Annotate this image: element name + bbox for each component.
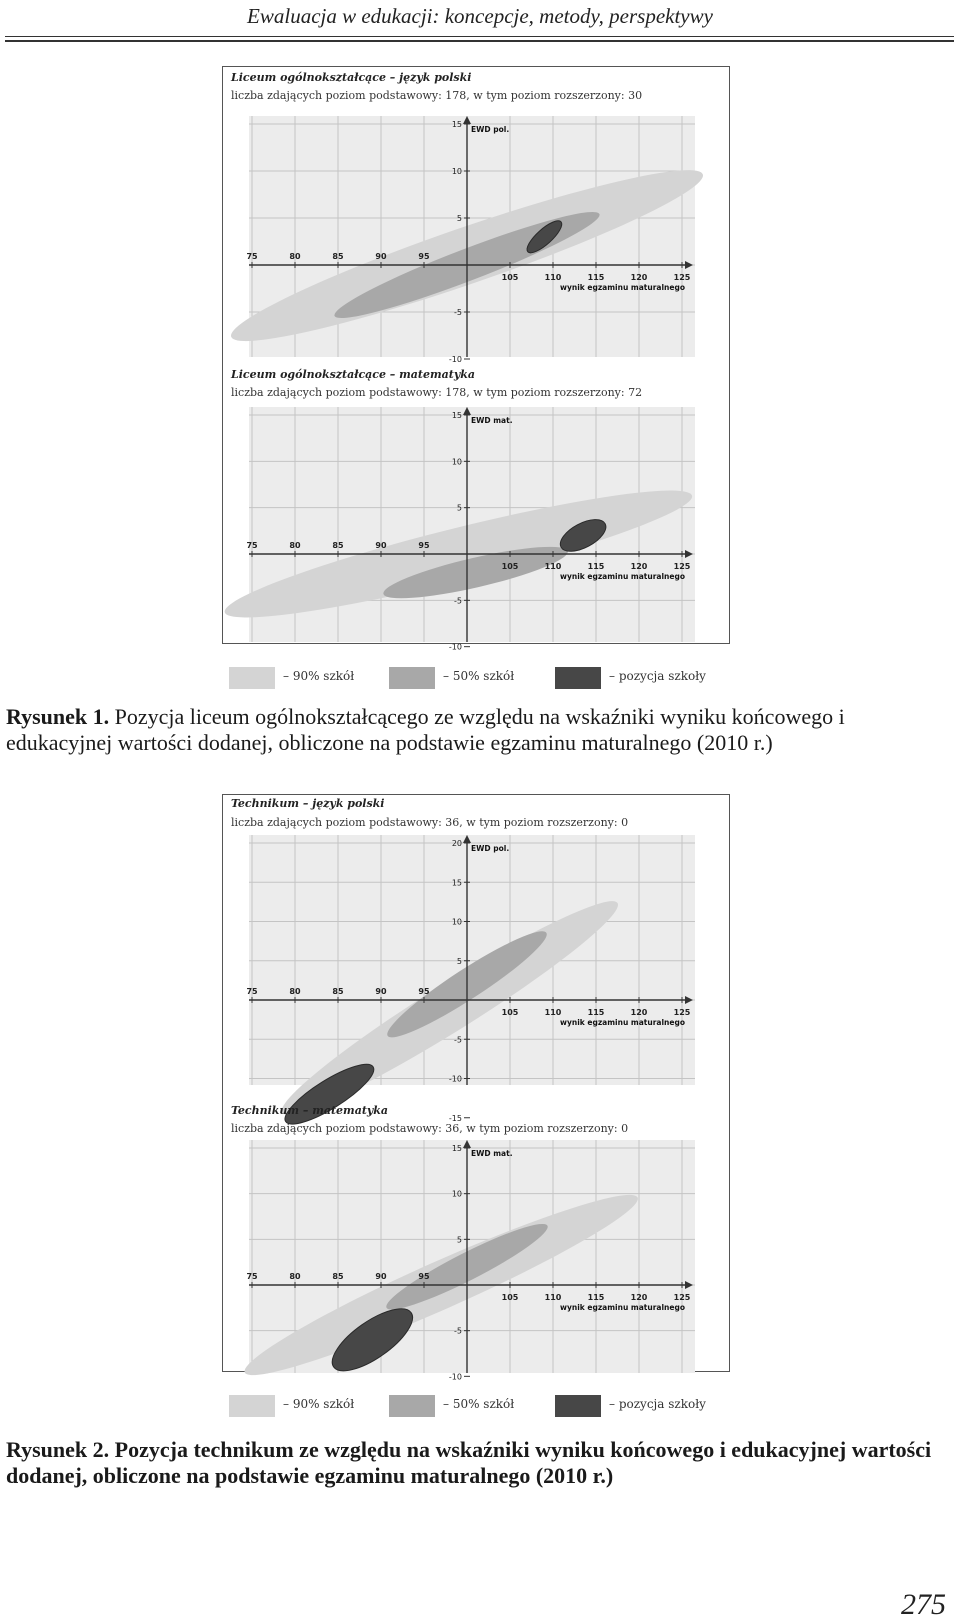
panel-subtitle: liczba zdających poziom podstawowy: 178, w tym poziom rozszerzony: 72 [231,386,643,399]
x-tick-label: 85 [332,1272,344,1281]
panel-subtitle: liczba zdających poziom podstawowy: 36, w tym poziom rozszerzony: 0 [231,816,629,829]
y-tick-label: -10 [448,1074,462,1084]
chart-svg [246,116,695,364]
y-tick-label: 15 [451,878,462,888]
legend-label: – 50% szkół [443,1397,515,1411]
x-tick-label: 125 [673,273,691,282]
y-tick-label: -10 [448,1372,462,1382]
x-tick-label: 80 [289,541,301,550]
y-tick-label: 10 [451,457,462,467]
y-axis-label: EWD pol. [471,125,510,134]
ewd-chart [246,407,695,652]
figure-2-caption [6,1437,950,1489]
caption-label: Rysunek 2. [6,1437,110,1462]
y-tick-label: 15 [451,120,462,129]
y-tick-label: -5 [454,308,462,317]
legend-swatch-school [555,1395,601,1417]
y-tick-label: 5 [456,214,462,223]
x-tick-label: 90 [375,541,387,550]
x-tick-label: 90 [375,987,387,996]
x-tick-label: 115 [587,1008,605,1017]
y-tick-label: 15 [451,1144,462,1153]
y-tick-label: 5 [456,956,462,966]
figure-1-image [222,66,730,652]
x-tick-label: 80 [289,252,301,261]
y-tick-label: -10 [448,355,462,364]
x-tick-label: 125 [673,1293,691,1302]
panel-title: Technikum – matematyka [231,1104,389,1117]
y-tick-label: 10 [451,167,462,176]
legend-label: – 90% szkół [283,669,355,683]
x-tick-label: 80 [289,1272,301,1281]
y-tick-label: -5 [454,1326,462,1336]
y-tick-label: 5 [456,1235,462,1245]
y-tick-label: 20 [451,839,462,848]
x-tick-label: 115 [587,562,605,571]
caption-text: Pozycja technikum ze względu na wskaźniki wyniku końcowego i edukacyjnej wartości dodanej, obliczone na podstawie egzaminu maturalnego (2010 r.) [6,1437,932,1488]
legend-label: – 90% szkół [283,1397,355,1411]
x-tick-label: 95 [418,1272,430,1281]
y-tick-label: 10 [451,917,462,927]
figure-2-legend [229,1394,729,1418]
x-tick-label: 115 [587,1293,605,1302]
legend-label: – pozycja szkoły [609,669,706,683]
caption-text: Pozycja liceum ogólnokształcącego ze względu na wskaźniki wyniku końcowego i edukacyjnej wartości dodanej, obliczone na podstawie egzaminu maturalnego (2010 r.) [6,704,845,755]
chart-svg [246,1140,695,1382]
legend-swatch-school [555,667,601,689]
x-tick-label: 110 [544,562,562,571]
x-axis-label: wynik egzaminu maturalnego [560,1018,685,1027]
x-tick-label: 75 [246,987,258,996]
x-tick-label: 125 [673,1008,691,1017]
x-tick-label: 85 [332,252,344,261]
x-tick-label: 85 [332,541,344,550]
legend-label: – 50% szkół [443,669,515,683]
x-tick-label: 105 [501,1008,519,1017]
x-tick-label: 105 [501,1293,519,1302]
ewd-chart [246,1140,695,1382]
panel-title: Liceum ogólnokształcące – język polski [231,71,472,84]
panel-title: Liceum ogólnokształcące – matematyka [231,368,475,381]
x-tick-label: 105 [501,273,519,282]
y-axis-label: EWD mat. [471,1149,513,1158]
y-tick-label: 10 [451,1189,462,1199]
y-tick-label: -5 [454,596,462,606]
figure-1-panel-math [223,362,729,652]
x-axis-label: wynik egzaminu maturalnego [560,283,685,292]
x-axis-label: wynik egzaminu maturalnego [560,572,685,581]
ewd-chart [246,116,695,364]
x-tick-label: 125 [673,562,691,571]
x-tick-label: 85 [332,987,344,996]
legend-label: – pozycja szkoły [609,1397,706,1411]
x-axis-label: wynik egzaminu maturalnego [560,1303,685,1312]
x-tick-label: 105 [501,562,519,571]
figure-1-panel-polish [223,67,729,362]
panel-subtitle: liczba zdających poziom podstawowy: 178, w tym poziom rozszerzony: 30 [231,89,643,102]
y-tick-label: -10 [448,642,462,652]
chart-svg [246,407,695,652]
figure-2-image [222,794,730,1382]
x-tick-label: 90 [375,252,387,261]
x-tick-label: 120 [630,1293,648,1302]
header-rule [5,40,954,42]
y-axis-label: EWD mat. [471,416,513,425]
y-tick-label: -15 [448,1113,462,1123]
caption-label: Rysunek 1. [6,704,110,729]
x-tick-label: 115 [587,273,605,282]
x-tick-label: 90 [375,1272,387,1281]
y-tick-label: 15 [451,411,462,420]
figure-1-caption [6,704,950,756]
panel-subtitle: liczba zdających poziom podstawowy: 36, w tym poziom rozszerzony: 0 [231,1122,629,1135]
y-tick-label: 5 [456,503,462,513]
x-tick-label: 110 [544,273,562,282]
x-tick-label: 95 [418,252,430,261]
page-number: 275 [901,1588,946,1621]
x-tick-label: 80 [289,987,301,996]
x-tick-label: 110 [544,1293,562,1302]
legend-swatch-50 [389,1395,435,1417]
legend-swatch-90 [229,1395,275,1417]
figure-1-legend [229,666,729,690]
x-tick-label: 120 [630,1008,648,1017]
y-axis-label: EWD pol. [471,844,510,853]
panel-title: Technikum – język polski [231,797,385,810]
x-tick-label: 75 [246,541,258,550]
running-head: Ewaluacja w edukacji: koncepcje, metody, perspektywy [247,4,713,28]
x-tick-label: 95 [418,987,430,996]
x-tick-label: 110 [544,1008,562,1017]
x-tick-label: 120 [630,273,648,282]
x-tick-label: 120 [630,562,648,571]
x-tick-label: 75 [246,1272,258,1281]
figure-2-panel-math [223,1102,729,1382]
legend-swatch-90 [229,667,275,689]
header-rule [5,36,954,37]
y-tick-label: -5 [454,1035,462,1045]
legend-swatch-50 [389,667,435,689]
chart-background [249,835,695,1085]
x-tick-label: 75 [246,252,258,261]
x-tick-label: 95 [418,541,430,550]
